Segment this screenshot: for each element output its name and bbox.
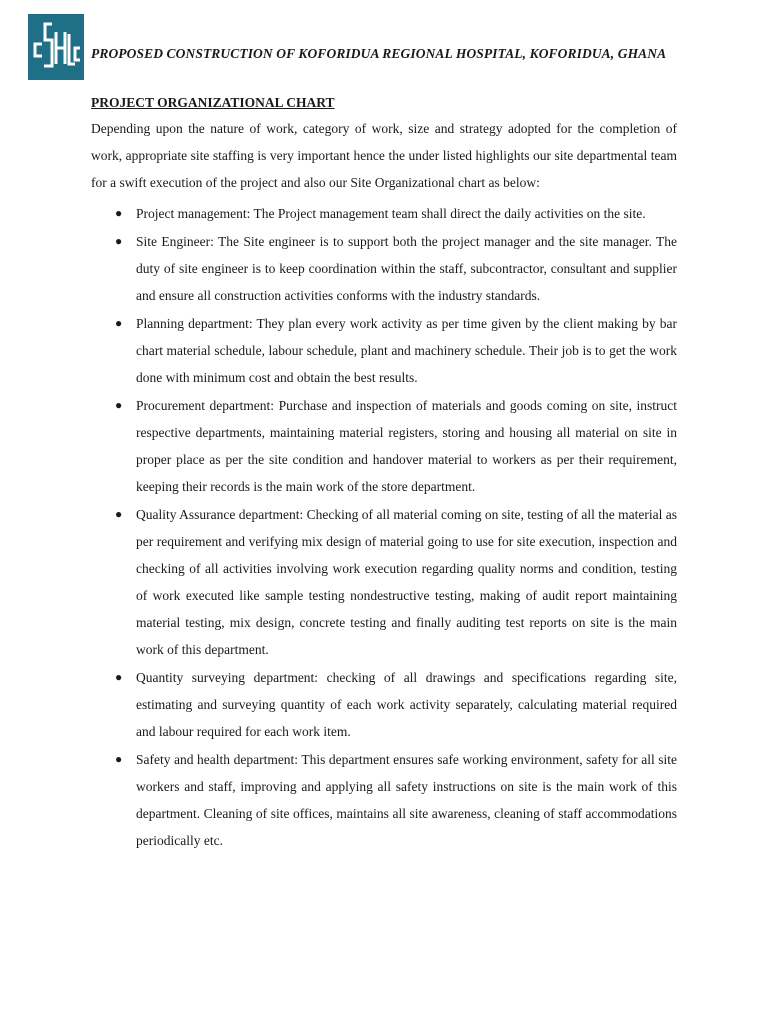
document-body: [91, 93, 677, 855]
list-item-safety-health: [91, 746, 677, 854]
list-item-quality-assurance: [91, 501, 677, 663]
list-item-text: Procurement department: Purchase and inspection of materials and goods coming on site, instruct respective departments, maintaining material registers, storing and housing all material on site in proper place as per the site condition and handover material to workers as per their requirement, keeping their records is the main work of the store department.: [136, 398, 677, 494]
bullet-icon: ●: [115, 507, 123, 521]
company-logo: [28, 14, 84, 80]
list-item-text: Planning department: They plan every work activity as per time given by the client making by bar chart material schedule, labour schedule, plant and machinery schedule. Their job is to get the work done with minimum cost and obtain the best results.: [136, 316, 677, 385]
intro-paragraph: Depending upon the nature of work, category of work, size and strategy adopted for the completion of work, appropriate site staffing is very important hence the under listed highlights our site departmental team for a swift execution of the project and also our Site Organizational chart as below:: [91, 121, 677, 190]
bullet-icon: ●: [115, 234, 123, 248]
list-item-text: Site Engineer: The Site engineer is to support both the project manager and the site manager. The duty of site engineer is to keep coordination within the staff, subcontractor, consultant and supplier and ensure all construction activities conforms with the industry standards.: [136, 234, 677, 303]
department-list: [91, 200, 677, 854]
list-item-quantity-surveying: [91, 664, 677, 745]
company-logo-mark: [28, 14, 84, 80]
list-item-project-management: [91, 200, 677, 227]
bullet-icon: ●: [115, 398, 123, 412]
list-item-planning: [91, 310, 677, 391]
bullet-icon: ●: [115, 206, 123, 220]
bullet-icon: ●: [115, 670, 123, 684]
bullet-icon: ●: [115, 316, 123, 330]
list-item-text: Safety and health department: This department ensures safe working environment, safety for all site workers and staff, improving and applying all safety instructions on site is the main work of this department. Cleaning of site offices, maintains all site awareness, cleaning of staff accommodations periodically etc.: [136, 752, 677, 848]
list-item-text: Quality Assurance department: Checking of all material coming on site, testing of all the material as per requirement and verifying mix design of material going to use for site execution, inspection and checking of all activities involving work execution regarding quality norms and condition, testing of work executed like sample testing nondestructive testing, making of audit report maintaining material testing, mix design, concrete testing and finally auditing test reports on site is the main work of this department.: [136, 507, 677, 657]
list-item-text: Project management: The Project management team shall direct the daily activities on the site.: [136, 206, 646, 221]
list-item-site-engineer: [91, 228, 677, 309]
list-item-procurement: [91, 392, 677, 500]
bullet-icon: ●: [115, 752, 123, 766]
document-header-title: PROPOSED CONSTRUCTION OF KOFORIDUA REGIONAL HOSPITAL, KOFORIDUA, GHANA: [91, 46, 667, 61]
list-item-text: Quantity surveying department: checking of all drawings and specifications regarding site, estimating and surveying quantity of each work activity separately, calculating material required and labour required for each work item.: [136, 670, 677, 739]
section-heading: PROJECT ORGANIZATIONAL CHART: [91, 95, 335, 110]
